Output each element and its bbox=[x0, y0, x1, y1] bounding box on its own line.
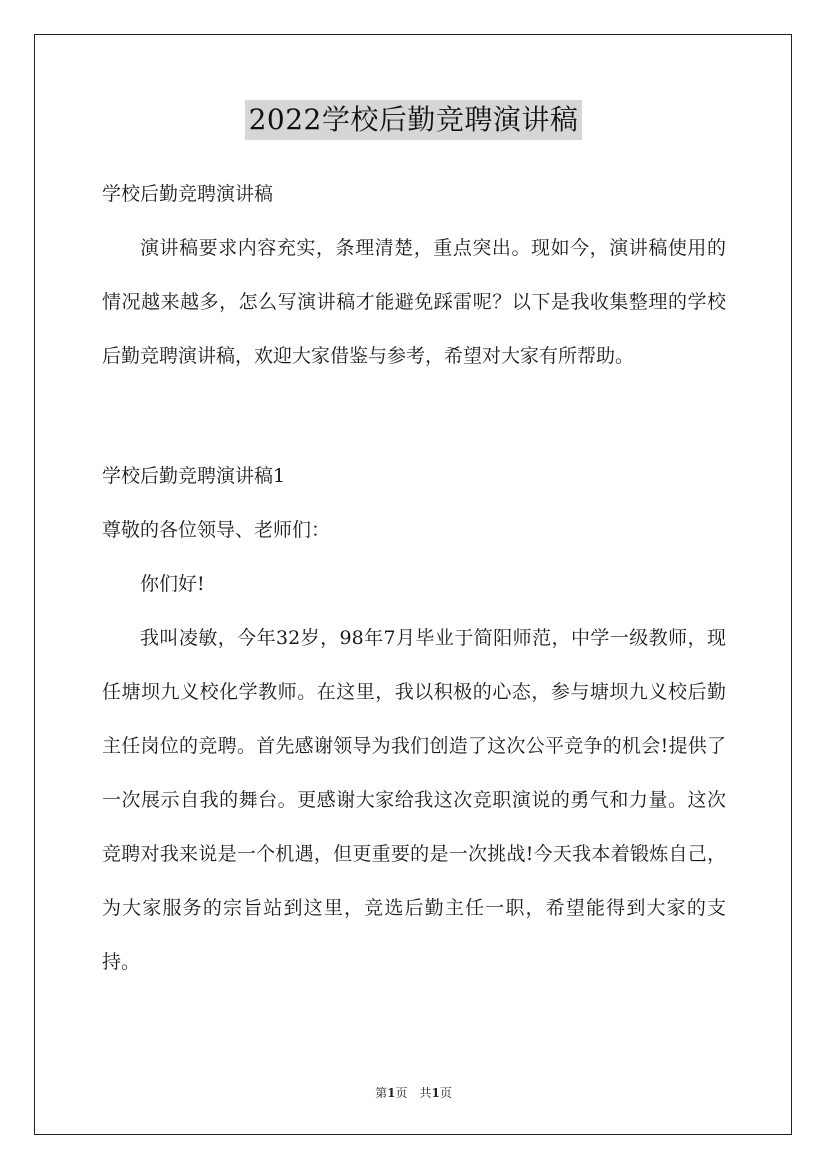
footer-current-page: 1 bbox=[387, 1086, 396, 1100]
salutation: 尊敬的各位领导、老师们： bbox=[102, 519, 331, 541]
document-subtitle: 学校后勤竞聘演讲稿 bbox=[102, 183, 274, 205]
document-title: 2022学校后勤竞聘演讲稿 bbox=[245, 100, 583, 140]
page-footer bbox=[0, 1084, 827, 1101]
section-heading: 学校后勤竞聘演讲稿1 bbox=[102, 465, 286, 487]
document-body bbox=[102, 173, 726, 989]
footer-prefix: 第 bbox=[375, 1086, 388, 1100]
body-paragraph: 我叫凌敏，今年32岁，98年7月毕业于简阳师范，中学一级教师，现任塘坝九义校化学教师。在这里，我以积极的心态，参与塘坝九义校后勤主任岗位的竞聘。首先感谢领导为我们创造了这次公平竞争的机会!提供了一次展示自我的舞台。更感谢大家给我这次竞职演说的勇气和力量。这次竞聘对我来说是一个机遇，但更重要的是一次挑战!今天我本着锻炼自己，为大家服务的宗旨站到这里，竞选后勤主任一职，希望能得到大家的支持。 bbox=[102, 627, 726, 973]
spacer bbox=[102, 383, 726, 435]
greeting: 你们好! bbox=[140, 573, 205, 595]
footer-suffix: 页 bbox=[439, 1086, 452, 1100]
intro-paragraph: 演讲稿要求内容充实，条理清楚，重点突出。现如今，演讲稿使用的情况越来越多，怎么写演讲稿才能避免踩雷呢？以下是我收集整理的学校后勤竞聘演讲稿，欢迎大家借鉴与参考，希望对大家有所帮助。 bbox=[102, 237, 726, 367]
title-container bbox=[0, 100, 827, 140]
footer-middle: 页 共 bbox=[395, 1086, 432, 1100]
footer-total-pages: 1 bbox=[431, 1086, 440, 1100]
